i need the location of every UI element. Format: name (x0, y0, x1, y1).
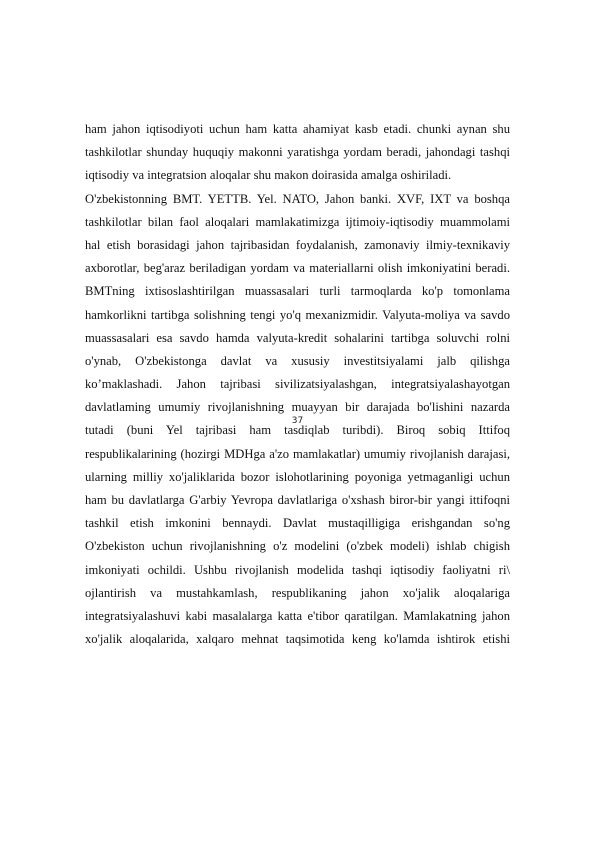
text-line: axborotlar, beg'araz beriladigan yordam va materiallarni olish imkoniyatini beradi. (85, 261, 510, 276)
text-line: integratsiyalashuvi kabi masalalarga katta e'tibor qaratilgan. Mamlakatning jahon (85, 608, 510, 623)
text-line: ularning milliy xo'jaliklarida bozor islohotlarining poyoniga yetmaganligi uchun (85, 469, 510, 484)
text-line: hamkorlikni tartibga solishning tengi yo'q mexanizmidir. Valyuta-moliya va savdo (85, 307, 510, 322)
text-line: O'zbekiston uchun rivojlanishning o'z modelini (o'zbek modeli) ishlab chigish (85, 539, 510, 554)
text-line: tutadi (buni Yel tajribasi ham tasdiqlab turibdi). Biroq sobiq Ittifoq (85, 423, 510, 438)
text-line: o'ynab, O'zbekistonga davlat va xususiy investitsiyalami jalb qilishga (85, 353, 510, 368)
text-line: tashkilotlar bilan faol aloqalari mamlakatimizga ijtimoiy-iqtisodiy muammolami (85, 214, 510, 229)
text-line: iqtisodiy va integratsion aloqalar shu makon doirasida amalga oshiriladi. (85, 168, 452, 183)
text-line: ojlantirish va mustahkamlash, respublikaning jahon xo'jalik aloqalariga (85, 585, 510, 600)
text-line: tashkilotlar shunday huquqiy makonni yaratishga yordam beradi, jahondagi tashqi (85, 145, 510, 160)
text-line: ham jahon iqtisodiyoti uchun ham katta ahamiyat kasb etadi. chunki aynan shu (85, 122, 510, 136)
page-number: 37 (291, 416, 304, 426)
text-line: hal etish borasidagi jahon tajribasidan foydalanish, zamonaviy ilmiy-texnikaviy (85, 237, 510, 252)
text-line: tashkil etish imkonini bennaydi. Davlat mustaqilligiga erishgandan so'ng (85, 516, 510, 531)
text-line: O'zbekistonning BMT. YETTB. Yel. NATO, Jahon banki. XVF, IXT va boshqa (85, 191, 510, 206)
text-line: xo'jalik aloqalarida, xalqaro mehnat taqsimotida keng ko'lamda ishtirok etishi (85, 632, 510, 647)
text-line: ham bu davlatlarga G'arbiy Yevropa davlatlariga o'xshash biror-bir yangi ittifoqni (85, 493, 510, 507)
text-line: imkoniyati ochildi. Ushbu rivojlanish modelida tashqi iqtisodiy faoliyatni ri\ (85, 562, 510, 577)
text-line: davlatlaming umumiy rivojlanishning muayyan bir darajada bo'lishini nazarda (85, 400, 510, 415)
body-text (85, 118, 510, 651)
text-line: muassasalari esa savdo hamda valyuta-kredit sohalarini tartibga soluvchi rolni (85, 330, 510, 345)
text-line: BMTning ixtisoslashtirilgan muassasalari turli tarmoqlarda ko'p tomonlama (85, 284, 510, 299)
text-line: ko’maklashadi. Jahon tajribasi sivilizatsiyalashgan, integratsiyalashayotgan (85, 377, 510, 392)
text-line: respublikalarining (hozirgi MDHga a'zo mamlakatlar) umumiy rivojlanish darajasi, (85, 446, 510, 461)
